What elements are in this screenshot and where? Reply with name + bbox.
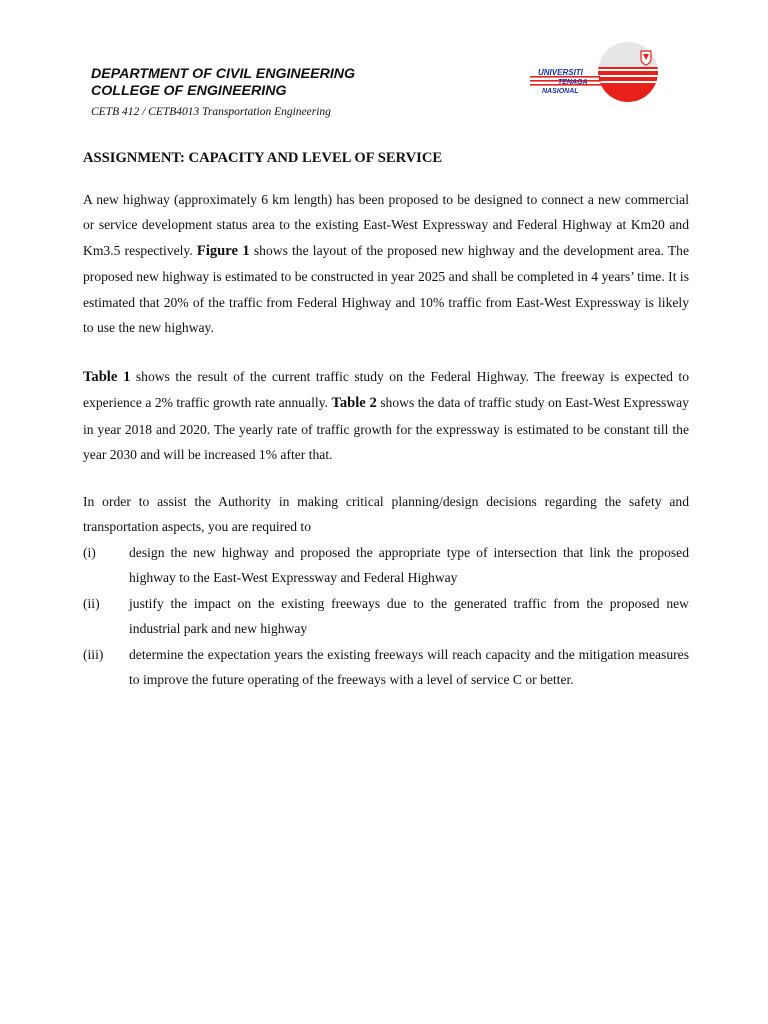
list-item <box>83 540 689 591</box>
university-logo <box>528 42 664 106</box>
logo-emblem <box>588 42 664 106</box>
list-item-text: design the new highway and proposed the appropriate type of intersection that link the proposed highway to the East-West Expressway and Federal Highway <box>129 545 689 586</box>
list-item-number: (iii) <box>83 646 104 662</box>
intro-paragraph <box>83 187 689 340</box>
department-name: DEPARTMENT OF CIVIL ENGINEERING <box>91 66 356 82</box>
table-2-reference: Table 2 <box>331 395 377 412</box>
requirements-intro: In order to assist the Authority in making critical planning/design decisions regarding the safety and transportation aspects, you are required to <box>83 494 689 535</box>
list-item <box>83 642 689 693</box>
figure-1-reference: Figure 1 <box>196 242 250 259</box>
assignment-title: ASSIGNMENT: CAPACITY AND LEVEL OF SERVICE <box>83 150 443 166</box>
intro-text-1: A new highway (approximately 6 km length) has been proposed to be designed to connect a new commercial or service development status area to the existing East-West Expressway and Federal Highway at Km20 and Km3.5 respectively. <box>83 192 689 258</box>
traffic-study-paragraph <box>83 364 689 468</box>
college-name: COLLEGE OF ENGINEERING <box>91 83 287 99</box>
traffic-text-2: shows the data of traffic study on East-West Expressway in year 2018 and 2020. The yearly rate of traffic growth for the expressway is estimated to be constant till the year 2030 and will be increased 1% after that. <box>83 395 689 463</box>
table-1-reference: Table 1 <box>83 369 131 385</box>
traffic-text-1: shows the result of the current traffic study on the Federal Highway. The freeway is expected to experience a 2% traffic growth rate annually. <box>83 369 690 411</box>
list-item-text: determine the expectation years the existing freeways will reach capacity and the mitigation measures to improve the future operating of the freeways with a level of service C or better. <box>129 646 689 688</box>
list-item <box>83 591 689 642</box>
logo-crest-icon <box>641 51 651 65</box>
header <box>91 66 511 119</box>
logo-text-nasional: NASIONAL <box>542 88 579 95</box>
requirements-list <box>83 540 689 692</box>
intro-text-2: shows the layout of the proposed new highway and the development area. The proposed new highway is estimated to be constructed in year 2025 and shall be completed in 4 years’ time. It is estimated that 20% of the traffic from Federal Highway and 10% traffic from East-West Expressway is likely to use the new highway. <box>83 242 689 336</box>
logo-text-tenaga: TENAGA <box>558 79 588 86</box>
course-code: CETB 412 / CETB4013 Transportation Engineering <box>91 106 331 118</box>
list-item-number: (ii) <box>83 595 100 611</box>
list-item-number: (i) <box>83 545 96 560</box>
list-item-text: justify the impact on the existing freeways due to the generated traffic from the proposed new industrial park and new highway <box>129 595 689 637</box>
logo-text-universiti: UNIVERSITI <box>538 68 583 77</box>
